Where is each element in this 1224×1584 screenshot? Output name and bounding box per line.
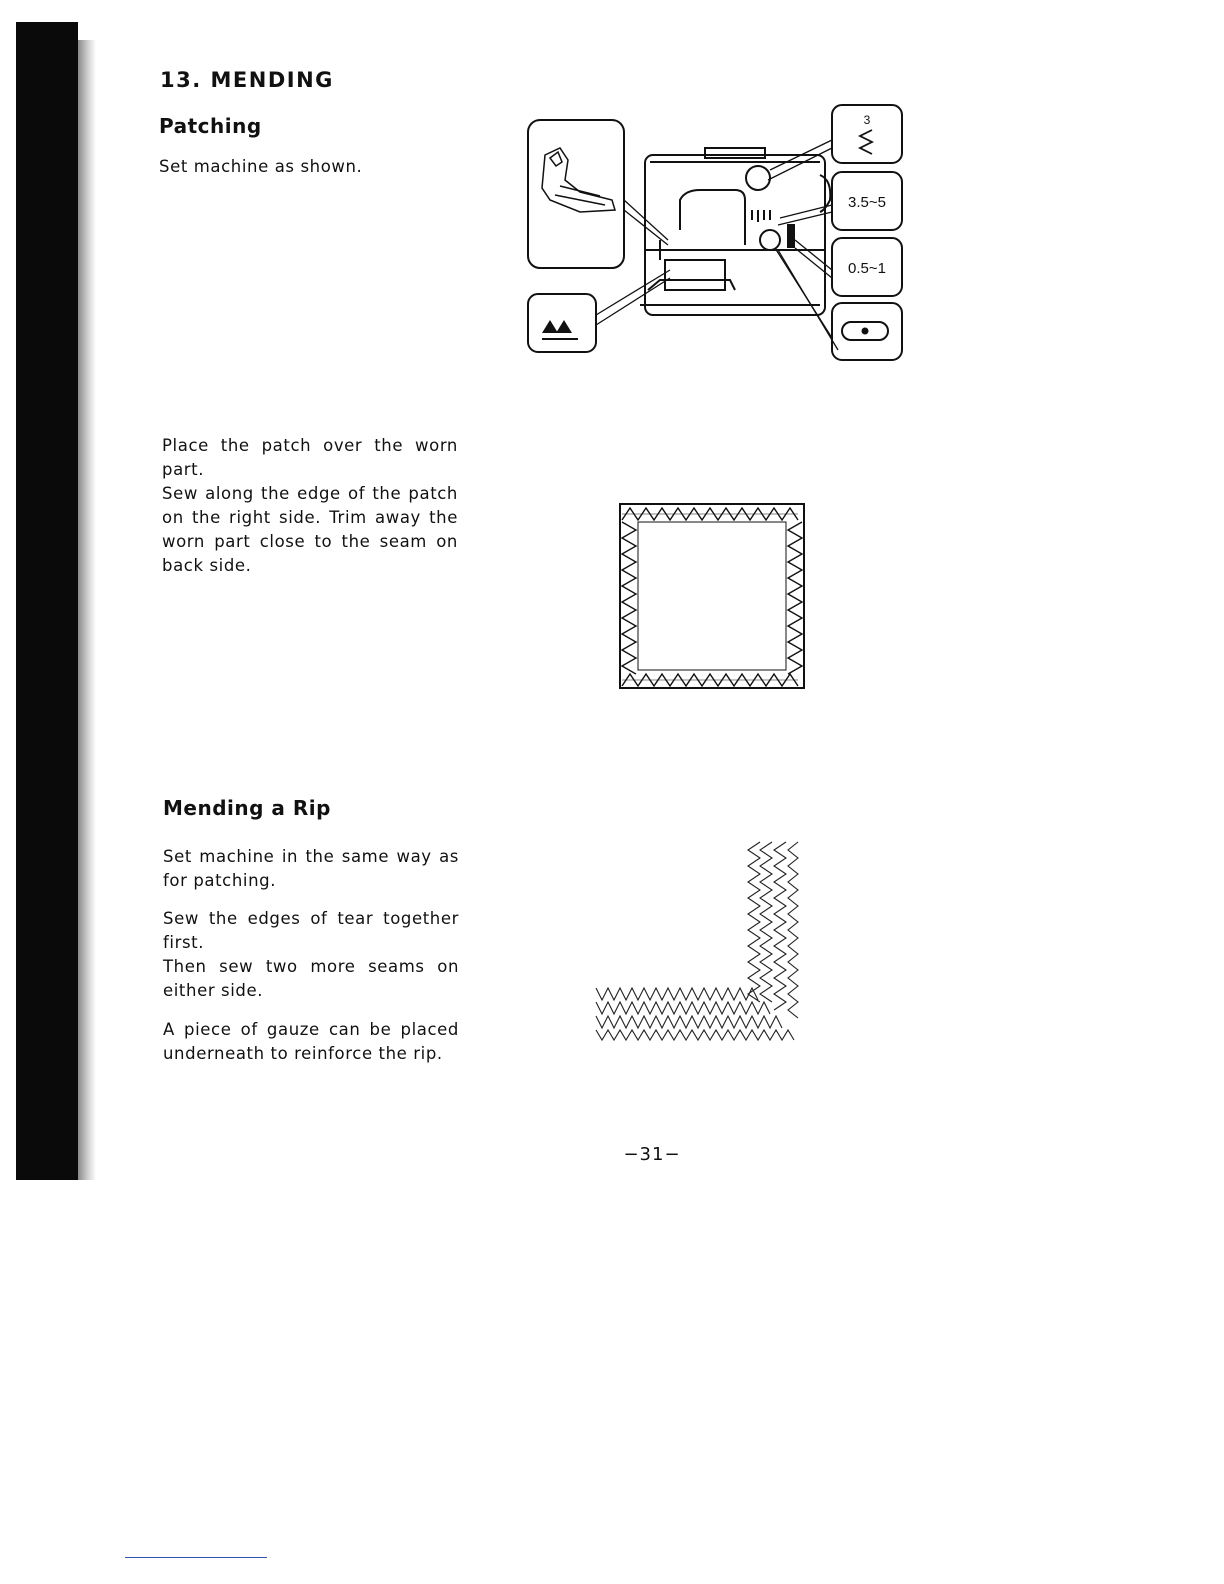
stitch-length-value: 0.5~1	[848, 260, 886, 277]
stitch-width-value: 3.5~5	[848, 194, 886, 211]
binding-shadow	[78, 40, 96, 1180]
rip-title: Mending a Rip	[163, 796, 331, 820]
patching-step-2: Sew along the edge of the patch on the right side. Trim away the worn part close to the seam on back side.	[162, 484, 458, 575]
section-title: 13. MENDING	[160, 68, 334, 92]
sewing-machine-illustration	[520, 100, 910, 365]
patching-title: Patching	[159, 114, 262, 138]
zigzag-stitch-icon	[860, 130, 872, 154]
patch-illustration	[618, 502, 808, 692]
patching-intro: Set machine as shown.	[159, 157, 363, 176]
rip-paragraph-1: Set machine in the same way as for patching.	[163, 847, 459, 890]
rip-illustration	[590, 838, 815, 1048]
presser-foot-icon	[528, 120, 624, 268]
presser-foot-drawing	[542, 148, 615, 212]
rip-paragraph-4: A piece of gauze can be placed underneath to reinforce the rip.	[163, 1020, 459, 1063]
feed-dog-icon-box	[528, 294, 596, 352]
rip-paragraph-2: Sew the edges of tear together first.	[163, 909, 459, 952]
patching-step-1: Place the patch over the worn part.	[162, 436, 458, 479]
page-number: −31−	[623, 1144, 681, 1165]
binding-bar	[16, 22, 78, 1180]
bottom-rule	[125, 1557, 267, 1558]
rip-paragraph-3: Then sew two more seams on either side.	[163, 957, 459, 1000]
stitch-pattern-value: 3	[863, 113, 871, 127]
